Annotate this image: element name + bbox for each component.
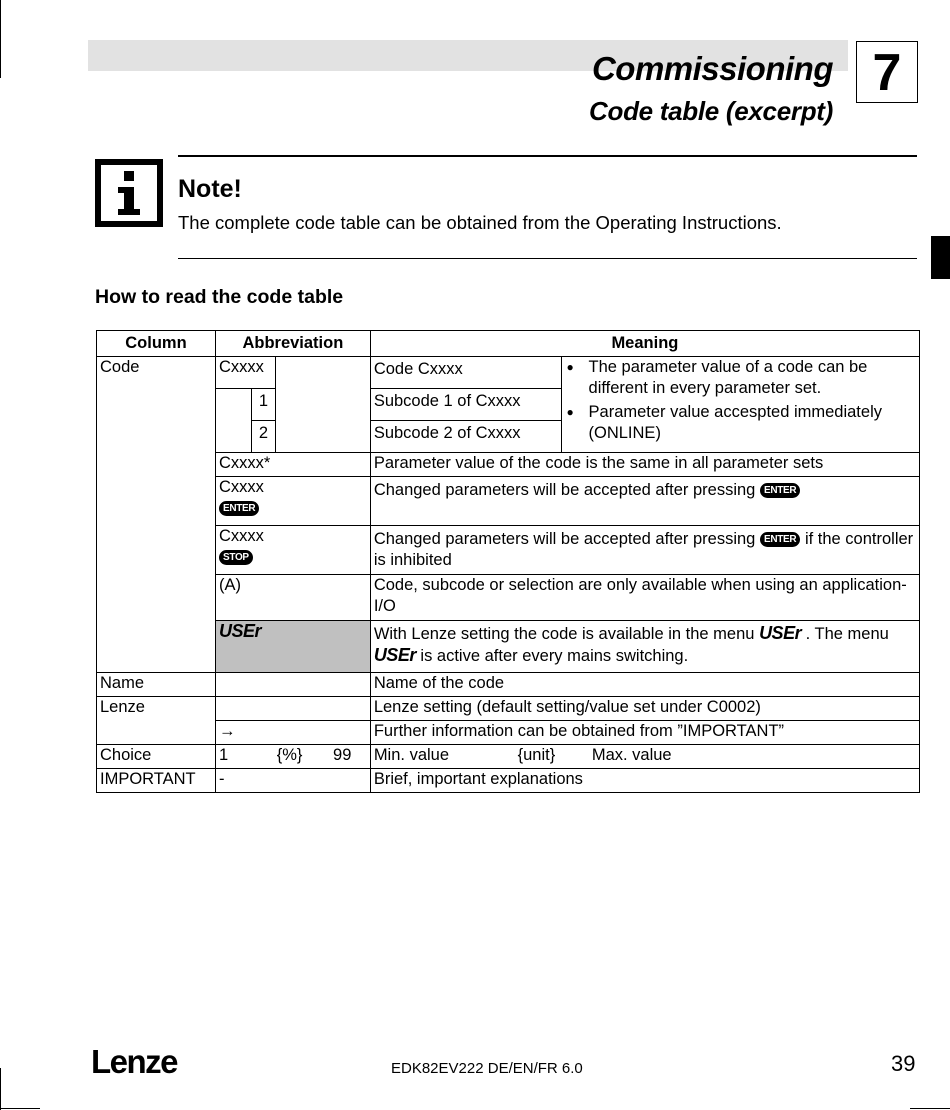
choice-meaning-min: Min. value (373, 746, 450, 764)
note-bottom-rule (178, 258, 917, 259)
choice-max: 99 (333, 746, 352, 764)
name-abbr (215, 673, 370, 697)
choice-meaning-max: Max. value (591, 746, 672, 764)
user-meaning-c: is active after every mains switching. (420, 647, 689, 665)
lenze-label: Lenze (97, 697, 216, 745)
crop-mark-bottom-h-right (910, 1108, 950, 1109)
user-menu-symbol: USEr (373, 645, 416, 665)
lenze-meaning: Lenze setting (default setting/value set under C0002) (370, 697, 919, 721)
note-title: Note! (178, 175, 242, 203)
info-icon (95, 159, 163, 227)
table-row (97, 745, 920, 769)
choice-abbr (215, 745, 370, 769)
chapter-number: 7 (856, 41, 918, 103)
bullet-item: ● Parameter value accespted immediately (ONLINE) (565, 402, 916, 444)
user-meaning-cell (370, 621, 919, 673)
chapter-side-tab (931, 236, 950, 279)
star-abbr: Cxxxx* (215, 453, 370, 477)
lenze-logo: Lenze (91, 1043, 178, 1080)
star-meaning: Parameter value of the code is the same in all parameter sets (370, 453, 919, 477)
sub2-num: 2 (251, 421, 275, 453)
table-row (97, 575, 920, 621)
crop-mark-bottom-h-left (0, 1108, 40, 1109)
choice-min: 1 (218, 746, 229, 764)
enter-abbr: Cxxxx (218, 478, 264, 496)
header-column: Column (97, 331, 216, 357)
stop-key-icon: STOP (219, 550, 253, 565)
enter-key-icon: ENTER (219, 501, 259, 516)
table-row (97, 673, 920, 697)
a-abbr: (A) (215, 575, 370, 621)
cxxxx-abbr: Cxxxx (215, 357, 275, 389)
table-row (97, 621, 920, 673)
enter-meaning-cell (370, 477, 919, 526)
chapter-title: Commissioning (591, 50, 833, 87)
user-menu-symbol: USEr (759, 623, 802, 643)
sub1-blank (275, 389, 370, 421)
enter-abbr-cell (215, 477, 370, 526)
choice-meaning (370, 745, 919, 769)
section-heading: How to read the code table (95, 286, 344, 308)
lenze-abbr (215, 697, 370, 721)
code-label: Code (97, 357, 216, 673)
choice-unit: {%} (276, 746, 303, 764)
sub-indent (215, 421, 251, 453)
stop-meaning-a: Changed parameters will be accepted after pressing (373, 530, 756, 548)
important-label: IMPORTANT (97, 769, 216, 793)
choice-meaning-unit: {unit} (517, 746, 556, 764)
table-row (97, 357, 920, 389)
cxxxx-abbr-blank (275, 357, 370, 389)
important-abbr: - (215, 769, 370, 793)
important-meaning: Brief, important explanations (370, 769, 919, 793)
user-abbr-cell (215, 621, 370, 673)
stop-abbr-cell (215, 526, 370, 575)
crop-mark-top-left (0, 0, 1, 78)
table-row (97, 453, 920, 477)
table-row (97, 769, 920, 793)
user-menu-symbol: USEr (218, 621, 261, 641)
code-meaning: Code Cxxxx (370, 357, 561, 389)
table-row (97, 477, 920, 526)
arrow-icon: → (215, 721, 370, 745)
sub2-blank (275, 421, 370, 453)
user-meaning-a: With Lenze setting the code is available in the menu (373, 625, 755, 643)
sub1-num: 1 (251, 389, 275, 421)
table-row (97, 697, 920, 721)
arrow-meaning: Further information can be obtained from ”IMPORTANT” (370, 721, 919, 745)
sub-indent (215, 389, 251, 421)
user-meaning-b: . The menu (805, 625, 889, 643)
crop-mark-bottom-left (0, 1068, 1, 1110)
header-meaning: Meaning (370, 331, 919, 357)
a-meaning: Code, subcode or selection are only available when using an application-I/O (370, 575, 919, 621)
chapter-subtitle: Code table (excerpt) (589, 96, 833, 126)
stop-meaning-b: if the controller is inhibited (373, 530, 914, 569)
enter-meaning: Changed parameters will be accepted after pressing (373, 481, 756, 499)
enter-key-icon: ENTER (760, 532, 800, 547)
enter-key-icon: ENTER (760, 483, 800, 498)
code-table (96, 330, 920, 793)
table-row (97, 526, 920, 575)
table-header-row (97, 331, 920, 357)
note-top-rule (178, 155, 917, 157)
sub2-meaning: Subcode 2 of Cxxxx (370, 421, 561, 453)
header-abbreviation: Abbreviation (215, 331, 370, 357)
stop-meaning-cell (370, 526, 919, 575)
name-meaning: Name of the code (370, 673, 919, 697)
stop-abbr: Cxxxx (218, 527, 264, 545)
name-label: Name (97, 673, 216, 697)
code-bullets (561, 357, 919, 453)
table-row (97, 721, 920, 745)
sub1-meaning: Subcode 1 of Cxxxx (370, 389, 561, 421)
page-number: 39 (891, 1051, 916, 1076)
bullet-item: ● The parameter value of a code can be different in every parameter set. (565, 357, 916, 399)
choice-label: Choice (97, 745, 216, 769)
document-id: EDK82EV222 DE/EN/FR 6.0 (391, 1060, 583, 1077)
note-text: The complete code table can be obtained from the Operating Instructions. (178, 212, 782, 233)
